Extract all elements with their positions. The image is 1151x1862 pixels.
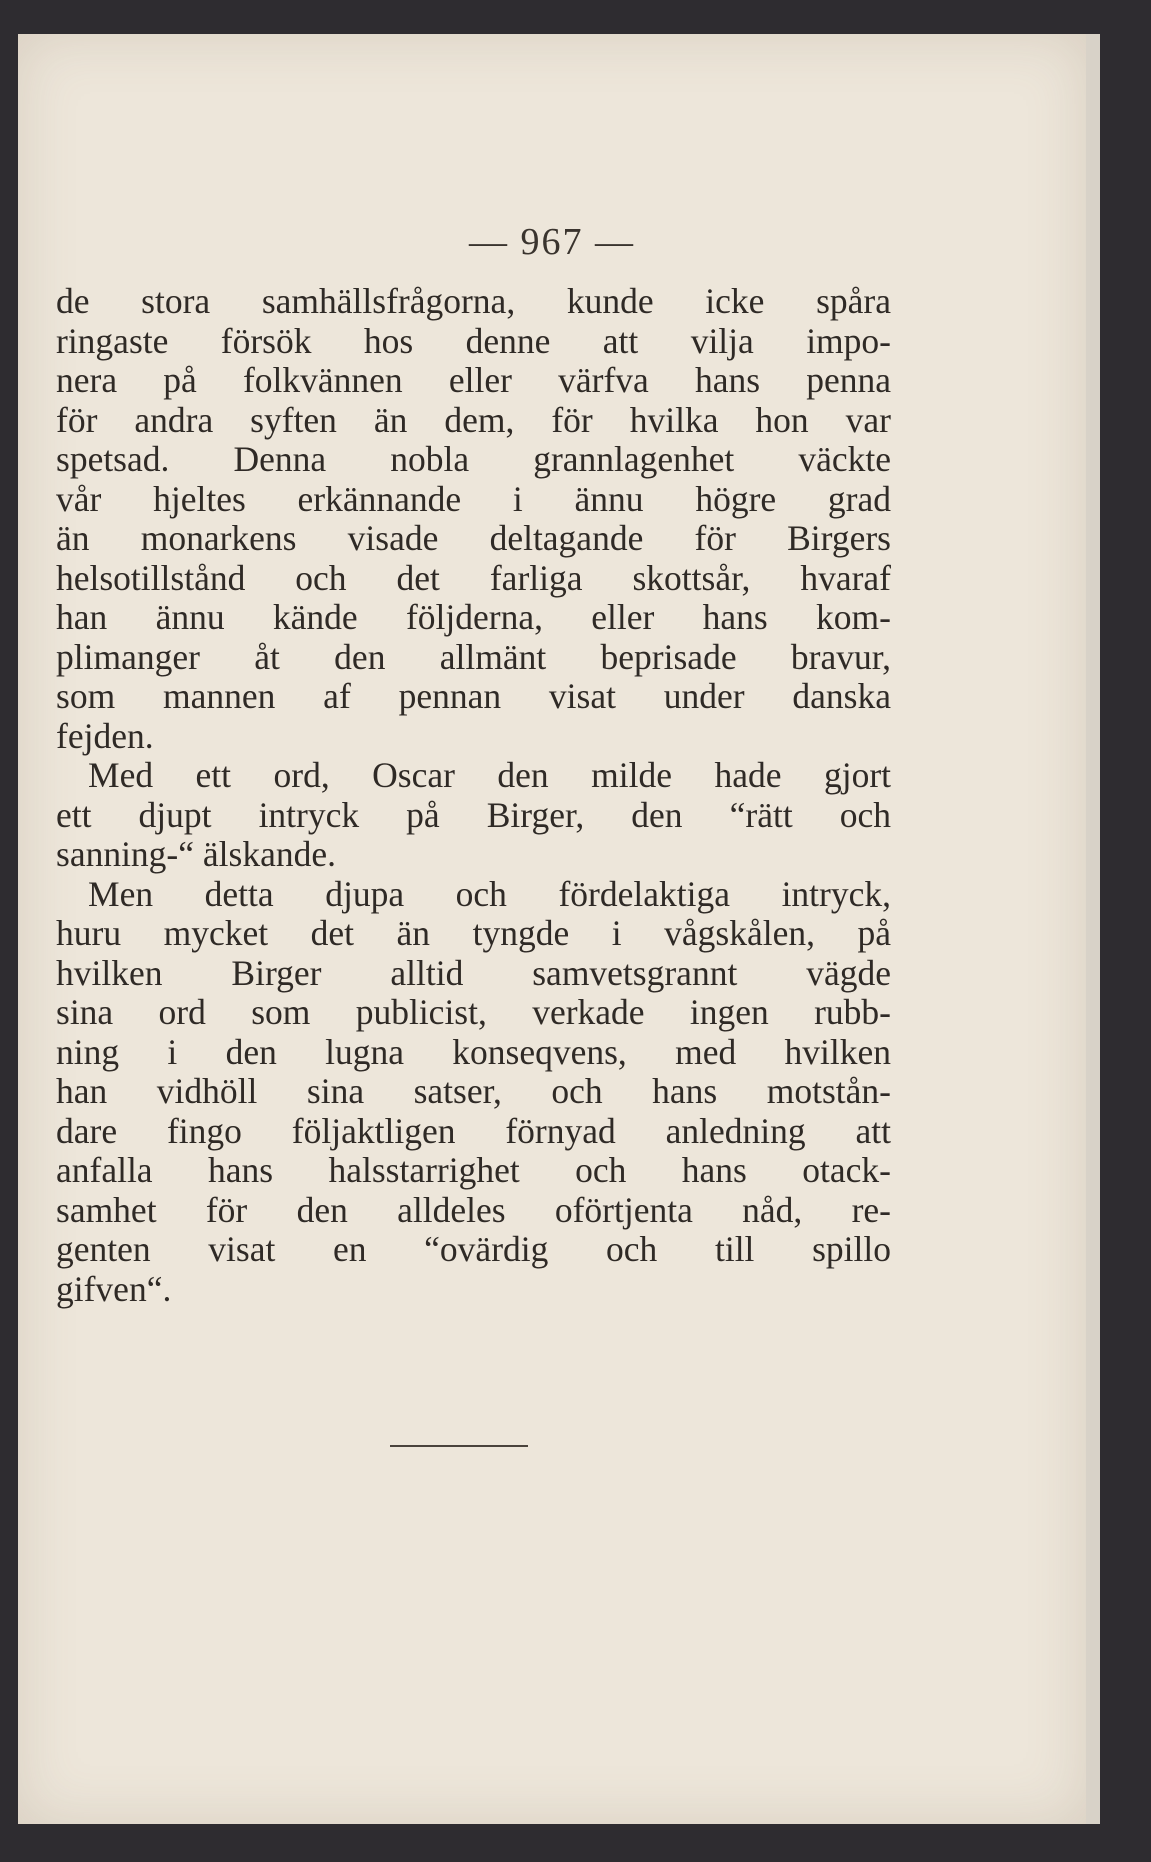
text-line: de stora samhällsfrågorna, kunde icke spåra	[56, 281, 891, 321]
text-line: plimanger åt den allmänt beprisade bravur,	[56, 636, 891, 677]
paragraph-3	[56, 875, 891, 1310]
text-line: dare fingo följaktligen förnyad anledning att	[56, 1110, 891, 1151]
text-line: ett djupt intryck på Birger, den “rätt och	[56, 794, 891, 835]
text-line: han ännu kände följderna, eller hans kom-	[56, 597, 891, 637]
text-line: för andra syften än dem, för hvilka hon var	[56, 399, 891, 440]
text-line: ringaste försök hos denne att vilja impo-	[56, 320, 891, 361]
paragraph-2	[56, 756, 891, 875]
text-line: ning i den lugna konseqvens, med hvilken	[56, 1031, 891, 1072]
page-edge	[1086, 34, 1100, 1824]
text-line: huru mycket det än tyngde i vågskålen, på	[56, 913, 891, 953]
text-line: sanning-“ älskande.	[56, 834, 336, 874]
section-divider	[390, 1445, 528, 1447]
page-number: — 967 —	[469, 221, 635, 263]
text-line: Med ett ord, Oscar den milde hade gjort	[88, 755, 891, 795]
text-line: sina ord som publicist, verkade ingen rubb-	[56, 992, 891, 1032]
body-text	[56, 282, 891, 1309]
text-line: som mannen af pennan visat under danska	[56, 676, 891, 716]
text-line: Men detta djupa och fördelaktiga intryck,	[88, 873, 891, 914]
text-line: samhet för den alldeles oförtjenta nåd, re-	[56, 1189, 891, 1230]
text-line: fejden.	[56, 715, 154, 756]
text-line: än monarkens visade deltagande för Birgers	[56, 518, 891, 558]
text-line: helsotillstånd och det farliga skottsår, hvaraf	[56, 557, 891, 598]
paragraph-1	[56, 282, 891, 756]
text-line: nera på folkvännen eller värfva hans penna	[56, 360, 891, 400]
text-line: han vidhöll sina satser, och hans motstån-	[56, 1071, 891, 1111]
text-line: spetsad. Denna nobla grannlagenhet väckte	[56, 439, 891, 479]
text-line: hvilken Birger alltid samvetsgrannt vägde	[56, 952, 891, 993]
text-line: gifven“.	[56, 1268, 172, 1309]
text-line: genten visat en “ovärdig och till spillo	[56, 1229, 891, 1269]
text-line: anfalla hans halsstarrighet och hans otack-	[56, 1150, 891, 1190]
book-page	[18, 34, 1086, 1824]
text-line: vår hjeltes erkännande i ännu högre grad	[56, 478, 891, 519]
